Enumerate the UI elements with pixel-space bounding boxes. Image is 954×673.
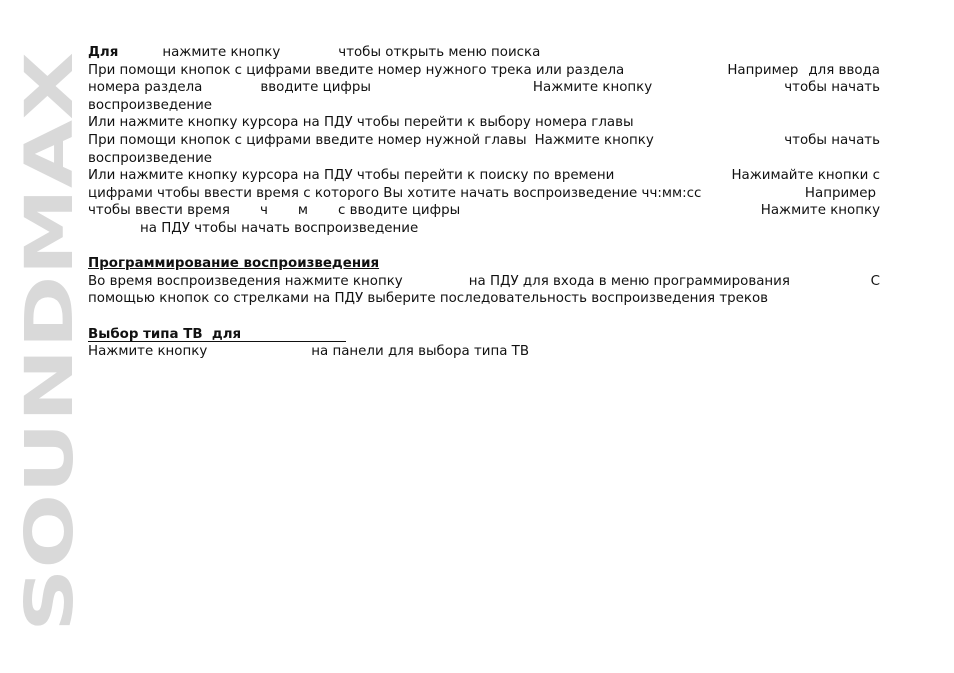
search-line-1 bbox=[88, 44, 880, 62]
program-text: помощью кнопок со стрелками на ПДУ выберите последовательность воспроизведения треков bbox=[88, 291, 769, 307]
program-heading: Программирование воспроизведения bbox=[88, 256, 380, 272]
search-text: Или нажмите кнопку курсора на ПДУ чтобы перейти к выбору номера главы bbox=[88, 115, 634, 131]
search-line-9 bbox=[88, 185, 880, 203]
document-body bbox=[88, 44, 880, 361]
search-text: Или нажмите кнопку курсора на ПДУ чтобы перейти к поиску по времени bbox=[88, 168, 615, 184]
search-text: м bbox=[297, 203, 308, 219]
program-text: на ПДУ для входа в меню программирования bbox=[468, 273, 790, 289]
search-line-11 bbox=[88, 220, 880, 238]
search-text: вводите цифры bbox=[260, 80, 371, 96]
program-text: С bbox=[870, 273, 880, 289]
search-text: Нажмите кнопку bbox=[532, 80, 653, 96]
search-text: Нажмите кнопку bbox=[760, 203, 880, 219]
search-text: чтобы начать bbox=[784, 132, 880, 148]
search-text: При помощи кнопок с цифрами введите номер нужной главы bbox=[88, 132, 527, 148]
search-text: номера раздела bbox=[88, 80, 203, 96]
search-line-7 bbox=[88, 150, 880, 168]
tv-heading-text: Выбор типа ТВ bbox=[88, 326, 203, 342]
search-line-2 bbox=[88, 62, 880, 80]
search-text: Нажимайте кнопки с bbox=[731, 168, 880, 184]
tv-line-1 bbox=[88, 343, 880, 361]
search-line-3 bbox=[88, 79, 880, 97]
search-text: чтобы начать bbox=[784, 80, 880, 96]
search-text: При помощи кнопок с цифрами введите номер нужного трека или раздела bbox=[88, 62, 625, 78]
search-text: нажмите кнопку bbox=[162, 45, 281, 60]
brand-logo-text: SOUNDMAX bbox=[11, 197, 88, 632]
tv-text: Нажмите кнопку bbox=[88, 344, 208, 360]
search-text: с вводите цифры bbox=[337, 203, 461, 219]
search-text: Нажмите кнопку bbox=[534, 132, 654, 148]
tv-heading bbox=[88, 326, 346, 343]
search-text: воспроизведение bbox=[88, 97, 213, 113]
search-text: ч bbox=[259, 203, 268, 219]
program-heading-line bbox=[88, 255, 880, 273]
program-text: Во время воспроизведения нажмите кнопку bbox=[88, 273, 403, 289]
program-line-2 bbox=[88, 290, 880, 308]
search-line-4 bbox=[88, 97, 880, 115]
program-line-1 bbox=[88, 273, 880, 291]
search-line-8 bbox=[88, 167, 880, 185]
tv-heading-line bbox=[88, 326, 880, 344]
search-text: воспроизведение bbox=[88, 150, 213, 166]
search-text: чтобы открыть меню поиска bbox=[338, 45, 541, 60]
search-line-6 bbox=[88, 132, 880, 150]
search-text: Например bbox=[804, 185, 876, 201]
brand-logo bbox=[8, 0, 88, 673]
tv-heading-text: для bbox=[211, 326, 242, 342]
search-text: цифрами чтобы ввести время с которого Вы хотите начать воспроизведение чч:мм:сс bbox=[88, 185, 702, 201]
search-intro-label: Для bbox=[88, 45, 119, 60]
search-text: для ввода bbox=[808, 62, 880, 78]
search-text: на ПДУ чтобы начать воспроизведение bbox=[140, 220, 419, 236]
search-text: Например bbox=[727, 62, 799, 78]
search-line-5 bbox=[88, 114, 880, 132]
search-text: чтобы ввести время bbox=[88, 203, 230, 219]
tv-text: на панели для выбора типа ТВ bbox=[311, 344, 530, 360]
search-line-10 bbox=[88, 202, 880, 220]
